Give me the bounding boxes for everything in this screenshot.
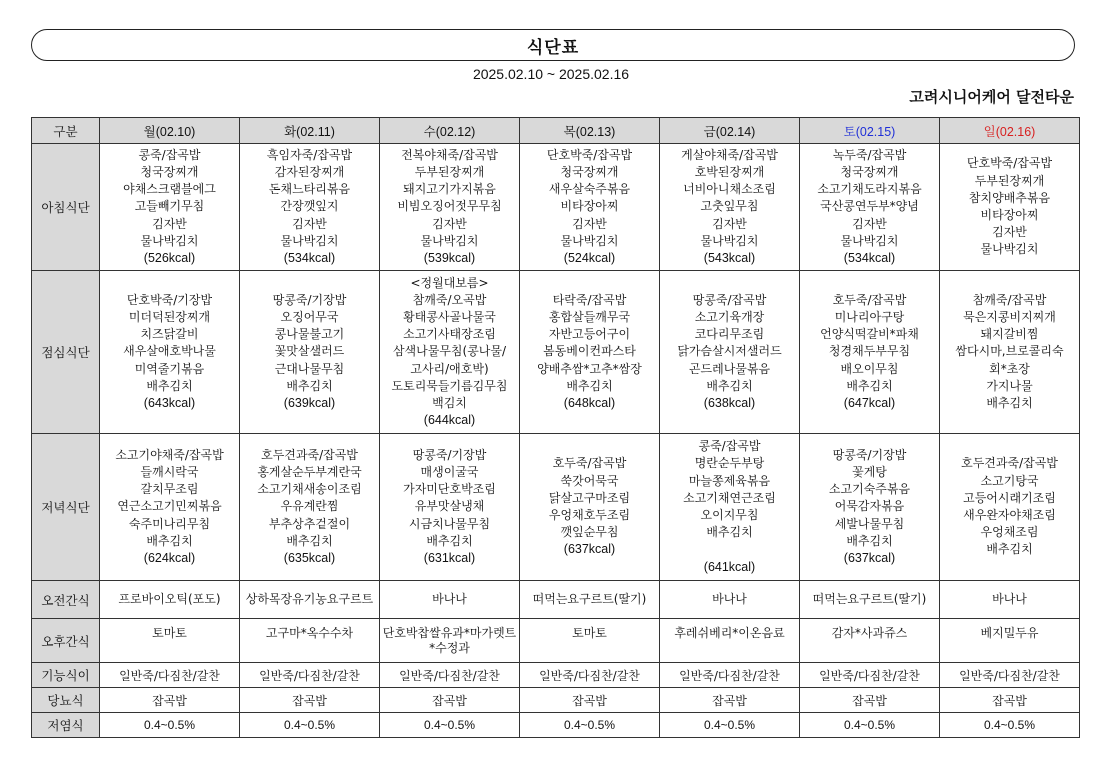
dish-line: 유부맛살냉채 [414,499,485,514]
dish-line: 콩죽/잡곡밥 [698,439,761,454]
dish-line: 두부된장찌개 [974,173,1045,188]
breakfast-cell [240,144,380,271]
dish-line: 숙주미나리무침 [128,516,211,531]
row-label-breakfast: 아침식단 [32,144,100,271]
dish-line: 봄동베이컨파스타 [543,344,636,359]
row-lunch [32,271,1080,434]
dish-line: 콩죽/잡곡밥 [138,147,201,162]
dish-line: 청국장찌개 [140,164,199,179]
row-afternoon-snack [32,619,1080,663]
dish-line: 언양식떡갈비*파채 [820,327,919,342]
dinner-cell [660,434,800,581]
calorie-label: (624kcal) [143,551,196,565]
dish-line: 소고기사태장조림 [403,327,496,342]
dish-line: 마늘쫑제육볶음 [688,473,771,488]
calorie-label: (524kcal) [563,251,616,265]
dish-line: 호박된장찌개 [694,164,765,179]
dish-line: 물나박김치 [840,233,899,248]
functional-cell: 일반죽/다짐찬/갈찬 [940,663,1080,688]
header-category: 구분 [32,118,100,144]
dish-line: 청국장찌개 [840,164,899,179]
blank-line [661,541,798,558]
dish-line: 새우완자야채조림 [963,508,1056,522]
dish-line: 황태콩사골나물국 [403,309,496,324]
lunch-cell [380,271,520,434]
dish-line: 호두견과죽/잡곡밥 [961,456,1058,471]
dish-line: 매생이굴국 [420,464,479,479]
dish-line: 코다리무조림 [694,327,765,342]
dish-line: 미나리아구탕 [834,309,905,324]
functional-cell: 일반죽/다짐찬/갈찬 [520,663,660,688]
dish-line: 소고기야채죽/잡곡밥 [115,447,224,462]
breakfast-cell [380,144,520,271]
facility-name: 고려시니어케어 달전타운 [909,88,1074,106]
dish-line: 미역줄기볶음 [134,361,205,376]
dish-line: 근대나물무침 [274,361,345,376]
dish-line: 참치양배추볶음 [968,190,1051,205]
row-breakfast [32,144,1080,271]
dish-line: 비빔오징어젓무무침 [397,199,502,214]
calorie-label: (644kcal) [423,413,476,428]
calorie-label: (526kcal) [143,251,196,265]
dish-line: 배추김치 [706,378,753,393]
dish-line: 게살야채죽/잡곡밥 [681,147,778,162]
diabetic-cell: 잡곡밥 [100,688,240,713]
lunch-cell [940,271,1080,434]
dish-line: 배추김치 [146,533,193,548]
dish-line: 국산콩연두부*양념 [820,199,919,214]
header-row [32,118,1080,144]
dish-line: 비타장아찌 [560,199,619,214]
dish-line: 미더덕된장찌개 [128,309,211,324]
morning-snack-cell: 떠먹는요구르트(딸기) [520,581,660,619]
row-low-sodium [32,713,1080,738]
dinner-cell [520,434,660,581]
calorie-label: (637kcal) [563,542,616,557]
functional-cell: 일반죽/다짐찬/갈찬 [660,663,800,688]
menu-table [31,117,1080,738]
dish-line: 두부된장찌개 [414,164,485,179]
dish-line: 배추김치 [426,533,473,548]
dish-line: 김자반 [992,225,1027,240]
dish-line: 물나박김치 [140,233,199,248]
dish-line: 고들빼기무침 [134,199,205,214]
header-day-monday: 월(02.10) [100,118,240,144]
dish-line: 묵은지콩비지찌개 [963,309,1056,324]
row-label-lunch: 점심식단 [32,271,100,434]
diabetic-cell: 잡곡밥 [380,688,520,713]
dish-line: 김자반 [572,216,607,231]
afternoon-snack-cell: 토마토 [100,619,240,663]
row-label-low-sodium: 저염식 [32,713,100,738]
calorie-label: (648kcal) [563,396,616,410]
calorie-label: (534kcal) [283,251,336,265]
row-dinner [32,434,1080,581]
breakfast-cell [520,144,660,271]
calorie-label: (631kcal) [423,551,476,565]
dish-line: 물나박김치 [700,233,759,248]
lunch-cell [520,271,660,434]
dish-line: 배추김치 [286,378,333,393]
dinner-cell [100,434,240,581]
morning-snack-cell: 프로바이오틱(포도) [100,581,240,619]
dish-line: 쌈다시마,브로콜리숙 [955,344,1064,359]
dish-line: 새우살숙주볶음 [548,182,631,197]
dish-line: 고춧잎무침 [700,199,759,214]
low-sodium-cell: 0.4~0.5% [380,713,520,738]
dish-line: 어묵감자볶음 [834,499,905,514]
dish-line: 배추김치 [846,378,893,393]
dish-line: 김자반 [712,216,747,231]
row-diabetic [32,688,1080,713]
dish-line: 흑임자죽/잡곡밥 [266,147,353,162]
breakfast-cell [940,144,1080,271]
dish-line: 치즈닭갈비 [140,327,199,342]
dish-line: 단호박죽/잡곡밥 [546,147,633,162]
calorie-label: (647kcal) [843,396,896,410]
dish-line: 땅콩죽/기장밥 [272,292,347,307]
low-sodium-cell: 0.4~0.5% [800,713,940,738]
morning-snack-cell: 떠먹는요구르트(딸기) [800,581,940,619]
dish-line: 물나박김치 [420,233,479,248]
dish-line: 가자미단호박조림 [403,482,496,497]
dish-line: 배추김치 [566,378,613,393]
functional-cell: 일반죽/다짐찬/갈찬 [100,663,240,688]
dish-line: 물나박김치 [280,233,339,248]
lunch-cell [240,271,380,434]
dish-line: 배추김치 [286,533,333,548]
dinner-cell [940,434,1080,581]
lunch-cell [660,271,800,434]
dish-line: 김자반 [852,216,887,231]
calorie-label: (637kcal) [843,551,896,565]
row-label-morning-snack: 오전간식 [32,581,100,619]
dish-line: 들깨시락국 [140,464,199,479]
dish-line: 소고기채새송이조림 [257,482,362,497]
dish-line: 김자반 [432,216,467,231]
morning-snack-cell: 바나나 [380,581,520,619]
page-title [31,29,1075,61]
breakfast-cell [660,144,800,271]
dish-line: 홍합살들깨무국 [548,309,631,324]
header-day-saturday: 토(02.15) [800,118,940,144]
dish-line: <정월대보름> [410,275,489,290]
dish-line: 명란순두부탕 [694,456,765,471]
dish-line: 비타장아찌 [980,208,1039,222]
row-label-diabetic: 당뇨식 [32,688,100,713]
low-sodium-cell: 0.4~0.5% [240,713,380,738]
dish-line: 물나박김치 [560,233,619,248]
functional-cell: 일반죽/다짐찬/갈찬 [800,663,940,688]
row-morning-snack [32,581,1080,619]
diabetic-cell: 잡곡밥 [660,688,800,713]
dish-line: 갈치무조림 [140,482,199,497]
dish-line: 세발나물무침 [834,516,905,531]
dish-line: 곤드레나물볶음 [688,361,771,376]
row-label-dinner: 저녁식단 [32,434,100,581]
dish-line: 돼지갈비찜 [980,327,1039,342]
dinner-cell [800,434,940,581]
morning-snack-cell: 상하목장유기농요구르트 [240,581,380,619]
dish-line: 야채스크램블에그 [123,182,216,197]
afternoon-snack-cell: 후레쉬베리*이온음료 [660,619,800,663]
calorie-label: (543kcal) [703,251,756,265]
dish-line: 단호박죽/잡곡밥 [966,156,1053,171]
dish-line: 닭살고구마조림 [548,490,631,505]
dish-line: 배추김치 [706,525,753,540]
page-title-text: 식단표 [526,37,580,58]
afternoon-snack-cell: 고구마*옥수수차 [240,619,380,663]
dish-line: 시금치나물무침 [408,516,491,531]
calorie-label: (639kcal) [283,396,336,410]
dish-line: 소고기육개장 [694,309,765,324]
dish-line: 배추김치 [986,396,1033,410]
afternoon-snack-cell: 베지밀두유 [940,619,1080,663]
calorie-label: (534kcal) [843,251,896,265]
dish-line: 가지나물 [986,378,1033,393]
header-day-tuesday: 화(02.11) [240,118,380,144]
dish-line: 소고기채도라지볶음 [817,182,922,197]
dish-line: 돈채느타리볶음 [268,182,351,197]
dish-line: 전복야채죽/잡곡밥 [401,147,498,162]
diabetic-cell: 잡곡밥 [240,688,380,713]
calorie-label: (638kcal) [703,396,756,410]
dinner-cell [380,434,520,581]
low-sodium-cell: 0.4~0.5% [100,713,240,738]
dish-line: 물나박김치 [980,242,1039,257]
lunch-cell [100,271,240,434]
dish-line: 새우살애호박나물 [123,344,216,359]
dish-line: 타락죽/잡곡밥 [552,292,627,307]
dish-line: 콩나물불고기 [274,327,345,342]
morning-snack-cell: 바나나 [660,581,800,619]
dish-line: 감자된장찌개 [274,164,345,179]
calorie-label: (635kcal) [283,551,336,565]
dish-line: 배추김치 [986,542,1033,557]
row-functional [32,663,1080,688]
dish-line: 우유계란찜 [280,499,339,514]
dish-line: 배추김치 [846,533,893,548]
dish-line: 고사리/애호박) [410,361,489,376]
dish-line: 단호박죽/기장밥 [126,292,213,307]
row-label-afternoon-snack: 오후간식 [32,619,100,663]
dinner-cell [240,434,380,581]
dish-line: 청경채두부무침 [828,344,911,359]
dish-line: 돼지고기가지볶음 [403,182,496,197]
calorie-label: (643kcal) [143,396,196,410]
dish-line: 땅콩죽/기장밥 [412,447,487,462]
dish-line: 우엉채호두조림 [548,508,631,522]
row-label-functional: 기능식이 [32,663,100,688]
dish-line: 우엉채조림 [980,525,1039,540]
functional-cell: 일반죽/다짐찬/갈찬 [240,663,380,688]
header-day-thursday: 목(02.13) [520,118,660,144]
header-day-sunday: 일(02.16) [940,118,1080,144]
morning-snack-cell: 바나나 [940,581,1080,619]
dish-line: 양배추쌈*고추*쌈장 [537,361,642,376]
breakfast-cell [100,144,240,271]
diabetic-cell: 잡곡밥 [520,688,660,713]
dish-line: 간장깻잎지 [280,199,339,214]
dish-line: 부추상추겉절이 [268,516,351,531]
dish-line: 땅콩죽/잡곡밥 [692,292,767,307]
dish-line: 너비아니채소조림 [683,182,776,197]
diabetic-cell: 잡곡밥 [800,688,940,713]
dish-line: 꽃맛살샐러드 [274,344,345,359]
dish-line: 김자반 [292,216,327,231]
low-sodium-cell: 0.4~0.5% [660,713,800,738]
dish-line: 연근소고기민찌볶음 [117,499,222,514]
low-sodium-cell: 0.4~0.5% [520,713,660,738]
dish-line: 배오이무침 [840,361,899,376]
dish-line: 녹두죽/잡곡밥 [832,147,907,162]
dish-line: 홍게살순두부계란국 [257,464,362,479]
dish-line: 꽃게탕 [852,464,887,479]
dish-line: 소고기탕국 [980,473,1039,488]
dish-line: 김자반 [152,216,187,231]
calorie-label: (641kcal) [703,559,756,574]
dish-line: 배추김치 [146,378,193,393]
dish-line: 삼색나물무침(콩나물/ [392,344,507,359]
dish-line: 참깨죽/잡곡밥 [972,292,1047,307]
dish-line: 깻잎순무침 [560,525,619,540]
dish-line: 백김치 [432,396,467,410]
low-sodium-cell: 0.4~0.5% [940,713,1080,738]
dish-line: 쑥갓어묵국 [560,473,619,488]
dish-line: 소고기채연근조림 [683,490,776,505]
afternoon-snack-cell: 토마토 [520,619,660,663]
dish-line: 호두견과죽/잡곡밥 [261,447,358,462]
dish-line: 회*초장 [989,361,1030,376]
lunch-cell [800,271,940,434]
afternoon-snack-cell: 감자*사과쥬스 [800,619,940,663]
dish-line: 오징어무국 [280,309,339,324]
header-day-wednesday: 수(02.12) [380,118,520,144]
dish-line: 땅콩죽/기장밥 [832,447,907,462]
dish-line: 청국장찌개 [560,164,619,179]
header-day-friday: 금(02.14) [660,118,800,144]
dish-line: 도토리묵들기름김무침 [391,378,508,393]
calorie-label: (539kcal) [423,251,476,265]
breakfast-cell [800,144,940,271]
afternoon-snack-cell: 단호박찹쌀유과*마가렛트*수정과 [380,619,520,663]
dish-line: 호두죽/잡곡밥 [832,292,907,307]
date-range: 2025.02.10 ~ 2025.02.16 [472,66,630,82]
functional-cell: 일반죽/다짐찬/갈찬 [380,663,520,688]
dish-line: 고등어시래기조림 [963,490,1056,505]
dish-line: 닭가슴살시저샐러드 [677,344,782,359]
dish-line: 오이지무침 [700,508,759,522]
dish-line: 자반고등어구이 [548,327,631,342]
dish-line: 소고기숙주볶음 [828,482,911,497]
diabetic-cell: 잡곡밥 [940,688,1080,713]
dish-line: 참깨죽/오곡밥 [412,292,487,307]
dish-line: 호두죽/잡곡밥 [552,456,627,471]
